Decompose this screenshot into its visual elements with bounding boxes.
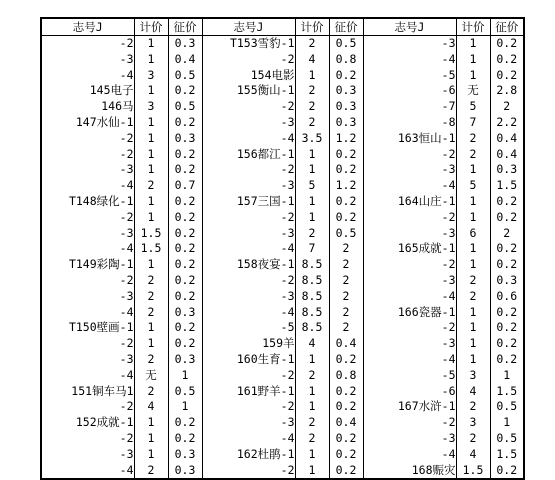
levy-price-cell: 0.2: [329, 162, 363, 178]
stamp-id-cell: 155衡山-1: [202, 83, 295, 99]
levy-price-cell: 0.5: [168, 99, 202, 115]
count-price-cell: 2: [295, 368, 329, 384]
stamp-id-cell: -2: [41, 431, 134, 447]
stamp-id-cell: 160生育-1: [202, 352, 295, 368]
count-price-cell: 4: [295, 52, 329, 68]
stamp-id-cell: -4: [363, 52, 456, 68]
count-price-cell: 2: [456, 131, 490, 147]
stamp-id-cell: -3: [202, 178, 295, 194]
levy-price-cell: 0.4: [329, 415, 363, 431]
table-row: [41, 226, 524, 242]
column-header: 计价: [295, 18, 329, 36]
levy-price-cell: 2: [329, 273, 363, 289]
count-price-cell: 1: [134, 210, 168, 226]
stamp-id-cell: -3: [202, 115, 295, 131]
levy-price-cell: 0.2: [490, 352, 524, 368]
table-row: [41, 162, 524, 178]
count-price-cell: 1: [295, 68, 329, 84]
stamp-id-cell: -3: [202, 226, 295, 242]
count-price-cell: 2: [134, 178, 168, 194]
count-price-cell: 4: [456, 384, 490, 400]
levy-price-cell: 0.2: [329, 447, 363, 463]
header-row: [41, 18, 524, 36]
table-row: [41, 194, 524, 210]
count-price-cell: 1: [456, 36, 490, 52]
table-row: [41, 273, 524, 289]
stamp-id-cell: 156都江-1: [202, 147, 295, 163]
table-row: [41, 210, 524, 226]
stamp-id-cell: -4: [41, 178, 134, 194]
stamp-id-cell: 168赈灾: [363, 463, 456, 480]
table-row: [41, 289, 524, 305]
stamp-id-cell: -2: [202, 463, 295, 480]
levy-price-cell: 0.3: [329, 83, 363, 99]
levy-price-cell: 2.2: [490, 115, 524, 131]
count-price-cell: 1: [134, 131, 168, 147]
levy-price-cell: 0.4: [490, 147, 524, 163]
stamp-id-cell: -5: [363, 368, 456, 384]
count-price-cell: 3: [134, 99, 168, 115]
column-header: 志号J: [202, 18, 295, 36]
count-price-cell: 1: [295, 147, 329, 163]
count-price-cell: 1: [134, 447, 168, 463]
stamp-id-cell: 158夜宴-1: [202, 257, 295, 273]
count-price-cell: 3: [456, 368, 490, 384]
stamp-id-cell: -3: [363, 226, 456, 242]
levy-price-cell: 2: [490, 226, 524, 242]
count-price-cell: 1: [295, 399, 329, 415]
levy-price-cell: 0.2: [490, 257, 524, 273]
stamp-id-cell: -6: [363, 83, 456, 99]
stamp-id-cell: -5: [363, 68, 456, 84]
count-price-cell: 2: [134, 305, 168, 321]
stamp-id-cell: -3: [363, 431, 456, 447]
column-header: 志号J: [363, 18, 456, 36]
levy-price-cell: 0.2: [168, 320, 202, 336]
column-header: 计价: [456, 18, 490, 36]
levy-price-cell: 0.3: [329, 99, 363, 115]
count-price-cell: 8.5: [295, 320, 329, 336]
column-header: 征价: [329, 18, 363, 36]
count-price-cell: 1: [456, 194, 490, 210]
count-price-cell: 4: [295, 336, 329, 352]
stamp-id-cell: -2: [363, 320, 456, 336]
count-price-cell: 1.5: [134, 241, 168, 257]
stamp-id-cell: -2: [363, 415, 456, 431]
stamp-id-cell: -4: [202, 431, 295, 447]
table-body: [41, 36, 524, 480]
stamp-id-cell: 146马: [41, 99, 134, 115]
count-price-cell: 5: [295, 178, 329, 194]
levy-price-cell: 0.3: [168, 36, 202, 52]
levy-price-cell: 2: [329, 241, 363, 257]
stamp-id-cell: -2: [363, 147, 456, 163]
stamp-id-cell: 164山庄-1: [363, 194, 456, 210]
levy-price-cell: 0.6: [490, 289, 524, 305]
table-row: [41, 384, 524, 400]
stamp-id-cell: -2: [202, 99, 295, 115]
count-price-cell: 1: [295, 447, 329, 463]
stamp-id-cell: -3: [41, 52, 134, 68]
count-price-cell: 8.5: [295, 273, 329, 289]
stamp-id-cell: -5: [202, 320, 295, 336]
table-row: [41, 447, 524, 463]
table-row: [41, 368, 524, 384]
count-price-cell: 5: [456, 99, 490, 115]
levy-price-cell: 0.5: [490, 431, 524, 447]
levy-price-cell: 2: [329, 257, 363, 273]
count-price-cell: 1.5: [456, 463, 490, 480]
levy-price-cell: 0.4: [490, 131, 524, 147]
column-header: 征价: [490, 18, 524, 36]
stamp-id-cell: -4: [363, 289, 456, 305]
stamp-id-cell: -3: [363, 336, 456, 352]
levy-price-cell: 0.2: [329, 431, 363, 447]
count-price-cell: 2: [295, 415, 329, 431]
table-row: [41, 463, 524, 480]
table-row: [41, 115, 524, 131]
levy-price-cell: 0.3: [168, 447, 202, 463]
count-price-cell: 2: [295, 83, 329, 99]
levy-price-cell: 0.2: [329, 68, 363, 84]
count-price-cell: 7: [295, 241, 329, 257]
table-row: [41, 36, 524, 52]
count-price-cell: 2: [295, 115, 329, 131]
count-price-cell: 2: [456, 273, 490, 289]
table-row: [41, 68, 524, 84]
stamp-id-cell: -6: [363, 384, 456, 400]
stamp-price-table: [40, 17, 525, 480]
levy-price-cell: 0.2: [168, 431, 202, 447]
stamp-id-cell: 157三国-1: [202, 194, 295, 210]
levy-price-cell: 0.2: [490, 320, 524, 336]
levy-price-cell: 0.3: [168, 131, 202, 147]
count-price-cell: 1: [456, 210, 490, 226]
stamp-id-cell: -2: [41, 273, 134, 289]
levy-price-cell: 2.8: [490, 83, 524, 99]
count-price-cell: 2: [456, 431, 490, 447]
count-price-cell: 1: [134, 147, 168, 163]
stamp-id-cell: -4: [202, 305, 295, 321]
table-row: [41, 320, 524, 336]
stamp-id-cell: -4: [363, 178, 456, 194]
stamp-id-cell: -4: [41, 368, 134, 384]
count-price-cell: 2: [134, 384, 168, 400]
levy-price-cell: 0.5: [168, 68, 202, 84]
stamp-id-cell: 147水仙-1: [41, 115, 134, 131]
levy-price-cell: 0.3: [168, 305, 202, 321]
levy-price-cell: 0.5: [490, 399, 524, 415]
levy-price-cell: 0.3: [168, 352, 202, 368]
levy-price-cell: 0.5: [329, 36, 363, 52]
table-row: [41, 83, 524, 99]
stamp-id-cell: 167水浒-1: [363, 399, 456, 415]
count-price-cell: 1: [456, 305, 490, 321]
table-row: [41, 431, 524, 447]
count-price-cell: 8.5: [295, 289, 329, 305]
stamp-id-cell: -3: [41, 162, 134, 178]
levy-price-cell: 0.2: [329, 352, 363, 368]
stamp-id-cell: -2: [202, 368, 295, 384]
table-row: [41, 352, 524, 368]
levy-price-cell: 0.2: [329, 210, 363, 226]
levy-price-cell: 1.2: [329, 178, 363, 194]
count-price-cell: 1.5: [134, 226, 168, 242]
stamp-id-cell: -4: [41, 463, 134, 480]
count-price-cell: 1: [134, 162, 168, 178]
levy-price-cell: 0.2: [490, 52, 524, 68]
levy-price-cell: 0.2: [490, 463, 524, 480]
levy-price-cell: 0.2: [168, 83, 202, 99]
column-header: 征价: [168, 18, 202, 36]
table-row: [41, 257, 524, 273]
count-price-cell: 1: [295, 194, 329, 210]
stamp-id-cell: -3: [41, 352, 134, 368]
count-price-cell: 2: [295, 36, 329, 52]
count-price-cell: 1: [134, 257, 168, 273]
levy-price-cell: 1.5: [490, 447, 524, 463]
levy-price-cell: 0.2: [168, 162, 202, 178]
stamp-id-cell: 163恒山-1: [363, 131, 456, 147]
stamp-id-cell: -2: [202, 210, 295, 226]
count-price-cell: 4: [134, 399, 168, 415]
levy-price-cell: 0.2: [168, 257, 202, 273]
count-price-cell: 1: [456, 162, 490, 178]
stamp-id-cell: -4: [41, 241, 134, 257]
count-price-cell: 4: [456, 447, 490, 463]
stamp-id-cell: -2: [41, 336, 134, 352]
levy-price-cell: 1.5: [490, 178, 524, 194]
levy-price-cell: 0.5: [168, 384, 202, 400]
stamp-id-cell: -7: [363, 99, 456, 115]
stamp-id-cell: 145电子: [41, 83, 134, 99]
stamp-id-cell: -2: [363, 257, 456, 273]
levy-price-cell: 0.2: [168, 289, 202, 305]
count-price-cell: 1: [134, 320, 168, 336]
column-header: 计价: [134, 18, 168, 36]
count-price-cell: 1: [295, 463, 329, 480]
table-row: [41, 99, 524, 115]
stamp-id-cell: 162杜鹃-1: [202, 447, 295, 463]
levy-price-cell: 0.3: [168, 463, 202, 480]
stamp-id-cell: -3: [41, 447, 134, 463]
stamp-id-cell: T150壁画-1: [41, 320, 134, 336]
stamp-id-cell: -2: [363, 210, 456, 226]
count-price-cell: 3.5: [295, 131, 329, 147]
price-table-container: [40, 17, 525, 480]
count-price-cell: 1: [134, 431, 168, 447]
stamp-id-cell: -3: [363, 273, 456, 289]
stamp-id-cell: -3: [202, 415, 295, 431]
count-price-cell: 1: [456, 352, 490, 368]
table-row: [41, 305, 524, 321]
count-price-cell: 1: [456, 68, 490, 84]
levy-price-cell: 1.5: [490, 384, 524, 400]
levy-price-cell: 0.2: [168, 273, 202, 289]
table-row: [41, 415, 524, 431]
count-price-cell: 2: [134, 352, 168, 368]
stamp-id-cell: -4: [363, 447, 456, 463]
levy-price-cell: 1.2: [329, 131, 363, 147]
stamp-id-cell: -4: [363, 352, 456, 368]
table-row: [41, 178, 524, 194]
stamp-id-cell: -4: [202, 241, 295, 257]
stamp-id-cell: -2: [202, 273, 295, 289]
count-price-cell: 1: [456, 257, 490, 273]
levy-price-cell: 2: [329, 289, 363, 305]
table-row: [41, 147, 524, 163]
levy-price-cell: 0.2: [329, 399, 363, 415]
count-price-cell: 1: [134, 83, 168, 99]
levy-price-cell: 2: [329, 320, 363, 336]
levy-price-cell: 0.2: [490, 336, 524, 352]
stamp-id-cell: 154电影: [202, 68, 295, 84]
stamp-id-cell: -2: [41, 147, 134, 163]
count-price-cell: 2: [295, 226, 329, 242]
stamp-id-cell: 161野羊-1: [202, 384, 295, 400]
levy-price-cell: 0.3: [490, 273, 524, 289]
stamp-id-cell: -3: [202, 289, 295, 305]
count-price-cell: 7: [456, 115, 490, 131]
table-row: [41, 336, 524, 352]
levy-price-cell: 0.2: [168, 241, 202, 257]
levy-price-cell: 1: [168, 399, 202, 415]
levy-price-cell: 0.4: [168, 52, 202, 68]
stamp-id-cell: 159羊: [202, 336, 295, 352]
levy-price-cell: 0.2: [490, 36, 524, 52]
count-price-cell: 2: [456, 399, 490, 415]
count-price-cell: 2: [134, 463, 168, 480]
stamp-id-cell: T148绿化-1: [41, 194, 134, 210]
stamp-id-cell: -2: [41, 399, 134, 415]
levy-price-cell: 0.8: [329, 368, 363, 384]
levy-price-cell: 2: [329, 305, 363, 321]
stamp-id-cell: 151铜车马1: [41, 384, 134, 400]
levy-price-cell: 0.2: [490, 305, 524, 321]
count-price-cell: 1: [134, 115, 168, 131]
levy-price-cell: 0.2: [168, 115, 202, 131]
levy-price-cell: 0.2: [168, 336, 202, 352]
levy-price-cell: 0.8: [329, 52, 363, 68]
levy-price-cell: 0.2: [168, 210, 202, 226]
levy-price-cell: 0.4: [329, 336, 363, 352]
levy-price-cell: 0.2: [168, 147, 202, 163]
table-row: [41, 131, 524, 147]
count-price-cell: 1: [456, 320, 490, 336]
levy-price-cell: 0.2: [490, 68, 524, 84]
count-price-cell: 1: [134, 415, 168, 431]
count-price-cell: 6: [456, 226, 490, 242]
stamp-id-cell: T149彩陶-1: [41, 257, 134, 273]
count-price-cell: 1: [295, 352, 329, 368]
count-price-cell: 2: [134, 289, 168, 305]
stamp-id-cell: 165成就-1: [363, 241, 456, 257]
levy-price-cell: 0.2: [329, 194, 363, 210]
count-price-cell: 1: [456, 52, 490, 68]
table-row: [41, 52, 524, 68]
count-price-cell: 5: [456, 178, 490, 194]
stamp-id-cell: -2: [202, 399, 295, 415]
levy-price-cell: 0.2: [490, 194, 524, 210]
count-price-cell: 2: [456, 147, 490, 163]
count-price-cell: 1: [134, 52, 168, 68]
count-price-cell: 8.5: [295, 257, 329, 273]
count-price-cell: 1: [456, 241, 490, 257]
levy-price-cell: 0.3: [329, 115, 363, 131]
levy-price-cell: 0.2: [329, 384, 363, 400]
stamp-id-cell: -2: [41, 36, 134, 52]
count-price-cell: 无: [456, 83, 490, 99]
count-price-cell: 3: [456, 415, 490, 431]
count-price-cell: 2: [134, 273, 168, 289]
levy-price-cell: 2: [490, 99, 524, 115]
stamp-id-cell: -8: [363, 115, 456, 131]
count-price-cell: 2: [295, 431, 329, 447]
count-price-cell: 8.5: [295, 305, 329, 321]
levy-price-cell: 1: [490, 368, 524, 384]
stamp-id-cell: -3: [41, 289, 134, 305]
levy-price-cell: 0.7: [168, 178, 202, 194]
stamp-id-cell: -2: [41, 131, 134, 147]
levy-price-cell: 0.5: [329, 226, 363, 242]
stamp-id-cell: -2: [202, 162, 295, 178]
levy-price-cell: 0.3: [490, 162, 524, 178]
count-price-cell: 1: [456, 336, 490, 352]
stamp-id-cell: -4: [202, 131, 295, 147]
column-header: 志号J: [41, 18, 134, 36]
levy-price-cell: 0.2: [490, 241, 524, 257]
stamp-id-cell: -3: [41, 226, 134, 242]
stamp-id-cell: -4: [41, 305, 134, 321]
count-price-cell: 2: [295, 99, 329, 115]
table-row: [41, 399, 524, 415]
stamp-id-cell: T153雪豹-1: [202, 36, 295, 52]
levy-price-cell: 0.2: [168, 226, 202, 242]
stamp-id-cell: 152成就-1: [41, 415, 134, 431]
levy-price-cell: 0.2: [490, 210, 524, 226]
count-price-cell: 1: [295, 384, 329, 400]
levy-price-cell: 0.2: [168, 415, 202, 431]
levy-price-cell: 0.2: [329, 147, 363, 163]
count-price-cell: 1: [134, 194, 168, 210]
count-price-cell: 1: [134, 336, 168, 352]
levy-price-cell: 0.2: [168, 194, 202, 210]
count-price-cell: 无: [134, 368, 168, 384]
stamp-id-cell: -3: [363, 162, 456, 178]
stamp-id-cell: 166瓷器-1: [363, 305, 456, 321]
count-price-cell: 1: [134, 36, 168, 52]
count-price-cell: 1: [295, 210, 329, 226]
stamp-id-cell: -4: [41, 68, 134, 84]
table-row: [41, 241, 524, 257]
count-price-cell: 1: [295, 162, 329, 178]
stamp-id-cell: -2: [202, 52, 295, 68]
count-price-cell: 3: [134, 68, 168, 84]
count-price-cell: 2: [456, 289, 490, 305]
stamp-id-cell: -2: [41, 210, 134, 226]
levy-price-cell: 0.2: [329, 463, 363, 480]
levy-price-cell: 1: [168, 368, 202, 384]
levy-price-cell: 1: [490, 415, 524, 431]
stamp-id-cell: -3: [363, 36, 456, 52]
